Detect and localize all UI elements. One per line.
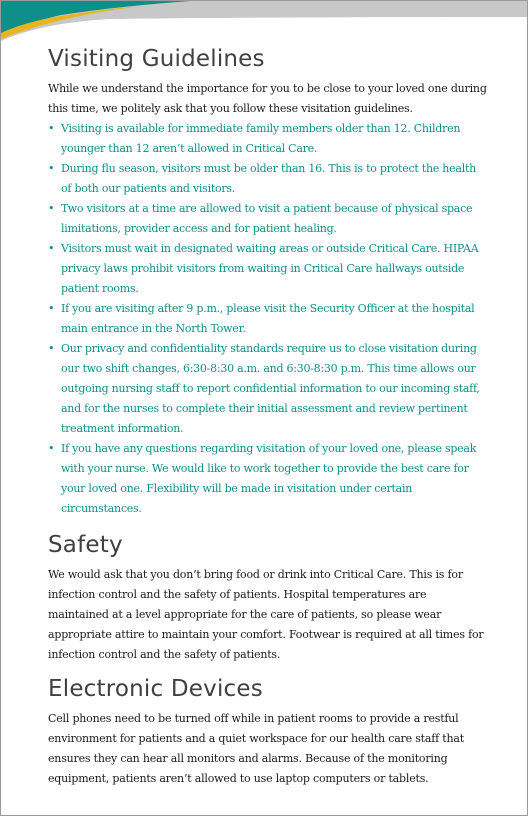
spacer	[48, 665, 488, 675]
safety-heading: Safety	[48, 532, 123, 558]
bullet-icon: •	[48, 302, 55, 315]
bullet-icon: •	[48, 162, 55, 175]
list-item	[48, 239, 488, 299]
list-item-text: Two visitors at a time are allowed to visit a patient because of physical space limitations, provider access and for patient healing.	[61, 202, 473, 235]
list-item	[48, 199, 488, 239]
visiting-guidelines-heading: Visiting Guidelines	[48, 46, 265, 72]
bullet-icon: •	[48, 122, 55, 135]
list-item	[48, 339, 488, 439]
content-area	[48, 45, 488, 789]
bullet-icon: •	[48, 342, 55, 355]
list-item-text: If you are visiting after 9 p.m., please visit the Security Officer at the hospital main entrance in the North Tower.	[61, 302, 475, 335]
list-item-text: If you have any questions regarding visitation of your loved one, please speak with your nurse. We would like to work together to provide the best care for your loved one. Flexibility will be made in visitation under certain circumstances.	[61, 442, 477, 515]
list-item-text: During flu season, visitors must be older than 16. This is to protect the health of both our patients and visitors.	[61, 162, 476, 195]
spacer	[48, 519, 488, 531]
list-item	[48, 159, 488, 199]
safety-body: We would ask that you don’t bring food or drink into Critical Care. This is for infection control and the safety of patients. Hospital temperatures are maintained at a level appropriate for the care of patients, so please wear appropriate attire to maintain your comfort. Footwear is required at all times for infection control and the safety of patients.	[48, 568, 484, 661]
bullet-icon: •	[48, 442, 55, 455]
list-item	[48, 119, 488, 159]
list-item	[48, 439, 488, 519]
bullet-icon: •	[48, 202, 55, 215]
visiting-intro: While we understand the importance for you to be close to your loved one during this time, we politely ask that you follow these visitation guidelines.	[48, 82, 487, 115]
decorative-header-band	[1, 1, 528, 41]
visiting-bullet-list	[48, 119, 488, 519]
list-item-text: Visiting is available for immediate family members older than 12. Children younger than 12 aren’t allowed in Critical Care.	[61, 122, 461, 155]
bullet-icon: •	[48, 242, 55, 255]
list-item-text: Visitors must wait in designated waiting areas or outside Critical Care. HIPAA privacy laws prohibit visitors from waiting in Critical Care hallways outside patient rooms.	[61, 242, 479, 295]
list-item	[48, 299, 488, 339]
electronic-devices-heading: Electronic Devices	[48, 676, 263, 702]
list-item-text: Our privacy and confidentiality standards require us to close visitation during our two shift changes, 6:30-8:30 a.m. and 6:30-8:30 p.m. This time allows our outgoing nursing staff to report confidential information to our incoming staff, and for the nurses to complete their initial assessment and review pertinent treatment information.	[61, 342, 480, 435]
electronic-devices-body: Cell phones need to be turned off while in patient rooms to provide a restful environment for patients and a quiet workspace for our health care staff that ensures they can hear all monitors and alarms. Because of the monitoring equipment, patients aren’t allowed to use laptop computers or tablets.	[48, 712, 464, 785]
